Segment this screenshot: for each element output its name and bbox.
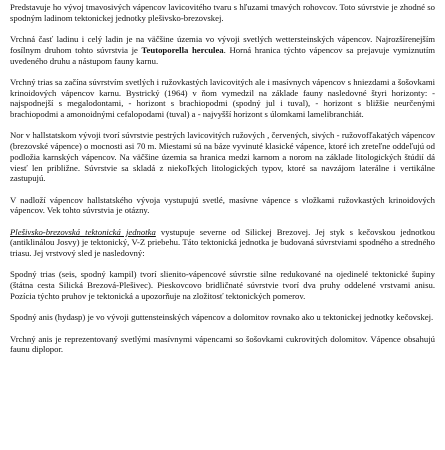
paragraph-text-after: . Horná hranica týchto vápencov sa prejavuje vymiznutím uvedeného druhu a nástupom fauny karnu. — [10, 44, 435, 66]
paragraph-text: V nadloží vápencov hallstatského vývoja vystupujú svetlé, masívne vápence s vložkami ružovkastých krinoidových vápencov. Vek tohto súvrstvia je otázny. — [10, 194, 435, 216]
paragraph-text: Nor v hallstatskom vývoji tvorí súvrstvie pestrých lavicovitých ružových , červených, sivých - ružovofľakatých vápencov (brezovské vápence) o mocnosti asi 70 m. Miestami sú na báze vyvinuté klasické vápence, ktoré ich zreteľne oddeľujú od podložia karnských vápencov. Na väčšine územia sa hranica medzi karnom a norom na základe litologických štúdií dá viesť len približne. Súvrstvie sa skladá z niekoľkých litologických typov, ktoré sa navzájom laterálne i vertikálne zastupujú. — [10, 130, 435, 184]
paragraph-text: Spodný trias (seis, spodný kampil) tvorí slienito-vápencové súvrstie silne redukované na ojedinelé tektonické šupiny (štátna cesta Silická Brezová-Plešivec). Pieskovcovo bridličnaté súvrstvie tvorí dva pruhy oddelené vrstvami anisu. Pozícia týchto pruhov je tektonická a upozorňuje na zložitosť tektonických pomerov. — [10, 269, 435, 301]
paragraph-nor — [10, 130, 435, 184]
paragraph-upper-trias — [10, 77, 435, 120]
species-name-bold: Teutoporella herculea — [141, 44, 224, 55]
paragraph-upper-anis — [10, 334, 435, 355]
document-page — [10, 2, 435, 366]
paragraph-lower-ladin — [10, 2, 435, 23]
paragraph-text: Vrchný trias sa začína súvrstvím svetlých i ružovkastých lavicovitých ale i masívnych vápencov s hniezdami a šošovkami krinoidových vápencov karnu. Bystrický (1964) v ňom vymedzil na základe fauny nasledovné štyri horizonty: - najspodnejší s megalodontami, - horizont s brachiopodmi (spodný jul i tuval), - horizont s bližšie neurčenými brachiopodmi a amonoidnými cefalopodami (tuval) a - najvyšší horizont s úlomkami lamelibranchiát. — [10, 76, 435, 119]
unit-name-underlined: Plešivsko-brezovská tektonická jednotka — [10, 226, 156, 237]
paragraph-lower-trias — [10, 269, 435, 301]
paragraph-upper-ladin — [10, 34, 435, 66]
paragraph-text: Predstavuje ho vývoj tmavosivých vápencov lavicovitého tvaru s hľuzami tmavých rohovcov. Toto súvrstvie je zhodné so spodným ladinom tektonickej jednotky plešivsko-brezovskej. — [10, 2, 435, 23]
paragraph-plesivsko-brezovska-unit — [10, 227, 435, 259]
paragraph-overlying-limestones — [10, 195, 435, 216]
paragraph-text-before: Vrchná časť ladinu i celý ladin je na väčšine územia vo vývoji svetlých wettersteinských vápencov. Najrozšírenejším fosílnym druhom tohto súvrstvia je — [10, 34, 435, 55]
paragraph-text-after: vystupuje severne od Silickej Brezovej. Jej styk s kečovskou jednotkou (antiklinálou Josvy) je tektonický, V-Z priebehu. Táto tektonická jednotka je budovaná súvrstviami spodného a stredného triasu. Jej vrstvový sled je nasledovný: — [10, 226, 435, 259]
paragraph-text: Spodný anis (hydasp) je vo vývoji guttensteinských vápencov a dolomitov rovnako ako u tektonickej jednotky kečovskej. — [10, 312, 434, 323]
paragraph-text: Vrchný anis je reprezentovaný svetlými masívnymi vápencami so šošovkami cukrovitých dolomitov. Vápence obsahujú faunu diplopor. — [10, 333, 435, 355]
paragraph-lower-anis — [10, 312, 435, 323]
